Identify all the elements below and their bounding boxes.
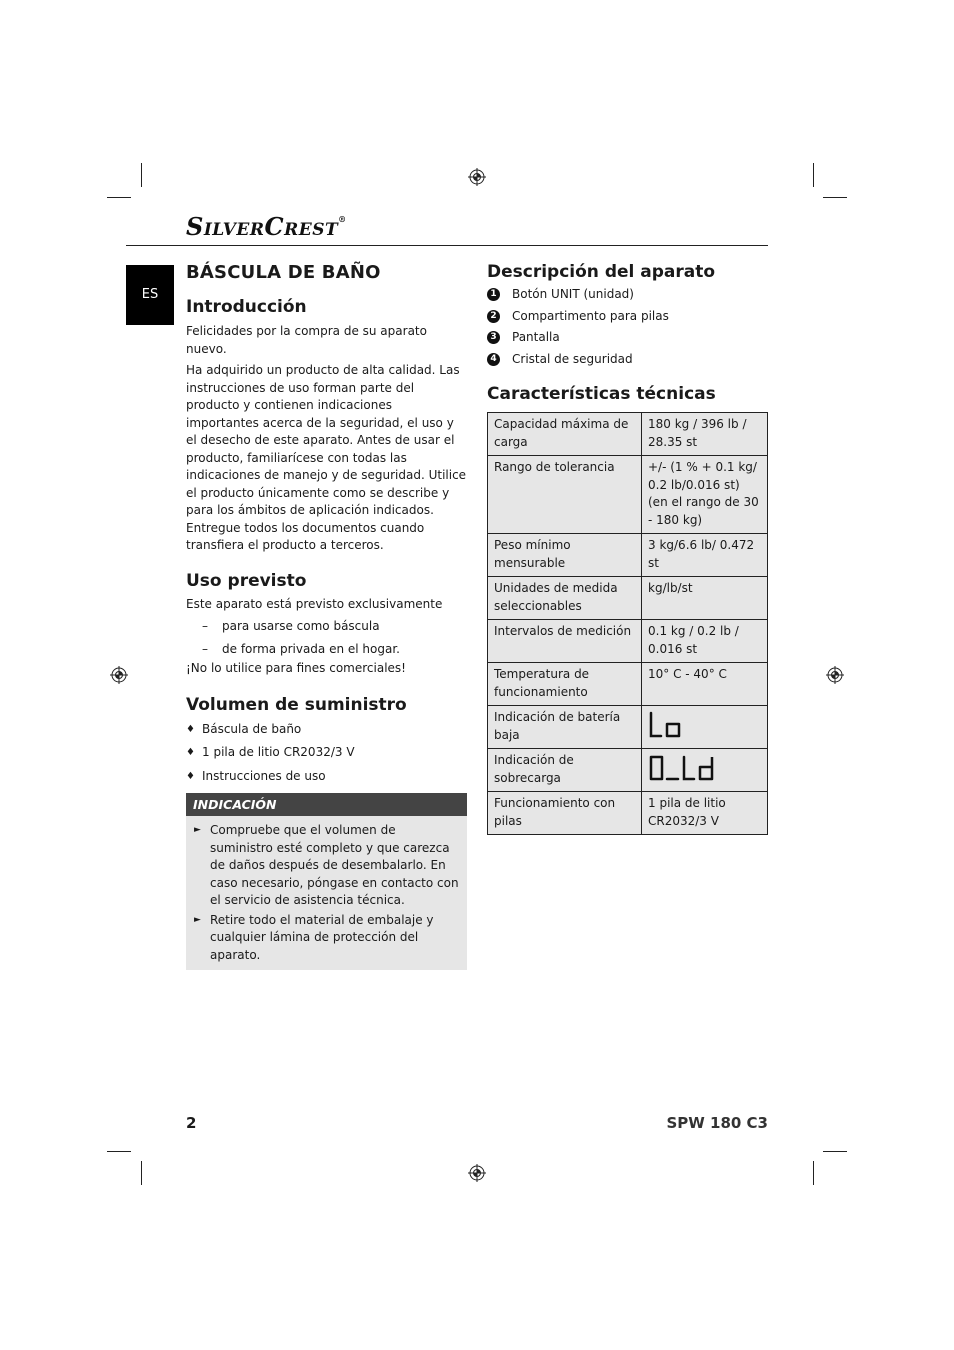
table-row: Temperatura de funcionamiento 10° C - 40° C: [488, 663, 768, 706]
crop-mark: [823, 1151, 847, 1152]
lcd-cell: [642, 706, 768, 749]
scope-heading: Volumen de suministro: [186, 694, 407, 715]
right-column: [487, 262, 768, 835]
scope-list: [186, 721, 468, 786]
registration-mark-icon: [468, 168, 486, 186]
crop-mark: [813, 1161, 814, 1185]
table-row: Indicación de batería baja: [488, 706, 768, 749]
intro-paragraph: Ha adquirido un producto de alta calidad. Las instrucciones de uso forman parte del producto y contienen indicaciones importantes acerca de la seguridad, el uso y el desecho de este aparato. Antes de usar el producto, familiarícese con todas las indicaciones de manejo y de seguridad. Utilice el producto únicamente como se describe y para los ámbitos de aplicación indicados. Entregue todos los documentos cuando transfiera el producto a terceros.: [186, 363, 467, 552]
list-item: 3 Pantalla: [487, 329, 768, 347]
tech-heading: Características técnicas: [487, 384, 716, 404]
language-tab: ES: [126, 265, 174, 325]
left-column: [186, 262, 468, 970]
header-rule: [126, 245, 768, 246]
crop-mark: [823, 197, 847, 198]
note-item: ► Compruebe que el volumen de suministro esté completo y que carezca de daños después de desembalarlo. En caso necesario, póngase en contacto con el servicio de asistencia técnica.: [192, 822, 461, 910]
tech-table: [487, 412, 768, 835]
main-title: BÁSCULA DE BAÑO: [186, 262, 381, 283]
lcd-old-icon: [648, 752, 718, 784]
lcd-cell: [642, 749, 768, 792]
crop-mark: [107, 197, 131, 198]
model-number: SPW 180 C3: [666, 1114, 768, 1132]
list-item: 1 Botón UNIT (unidad): [487, 286, 768, 304]
table-row: Indicación de sobrecarga: [488, 749, 768, 792]
description-list: [487, 286, 768, 368]
list-item: 4 Cristal de seguridad: [487, 351, 768, 369]
list-item: ♦ Báscula de baño: [186, 721, 468, 739]
list-item: 2 Compartimento para pilas: [487, 308, 768, 326]
registration-mark-icon: [826, 666, 844, 684]
brand-logo: SILVERCREST®: [186, 212, 347, 241]
note-box: [186, 793, 467, 970]
intended-use-warning: ¡No lo utilice para fines comerciales!: [186, 661, 406, 675]
table-row: Intervalos de medición 0.1 kg / 0.2 lb / 0.016 st: [488, 620, 768, 663]
intended-use-list: [186, 618, 468, 658]
number-badge: 4: [487, 353, 500, 366]
table-row: Peso mínimo mensurable 3 kg/6.6 lb/ 0.472 st: [488, 534, 768, 577]
number-badge: 1: [487, 288, 500, 301]
table-row: Unidades de medida seleccionables kg/lb/st: [488, 577, 768, 620]
number-badge: 2: [487, 310, 500, 323]
note-heading: INDICACIÓN: [186, 793, 467, 816]
number-badge: 3: [487, 331, 500, 344]
table-row: Funcionamiento con pilas 1 pila de litio CR2032/3 V: [488, 792, 768, 835]
intended-use-heading: Uso previsto: [186, 570, 307, 591]
list-item: – de forma privada en el hogar.: [186, 641, 468, 659]
page-number: 2: [186, 1114, 197, 1132]
crop-mark: [107, 1151, 131, 1152]
description-heading: Descripción del aparato: [487, 262, 716, 282]
intended-use-paragraph: Este aparato está previsto exclusivamente: [186, 596, 443, 611]
table-row: Rango de tolerancia +/- (1 % + 0.1 kg/ 0.2 lb/0.016 st) (en el rango de 30 - 180 kg): [488, 456, 768, 534]
registration-mark-icon: [110, 666, 128, 684]
list-item: – para usarse como báscula: [186, 618, 468, 636]
list-item: ♦ 1 pila de litio CR2032/3 V: [186, 744, 468, 762]
intro-paragraph: Felicidades por la compra de su aparato nuevo.: [186, 324, 427, 356]
registration-mark-icon: [468, 1164, 486, 1182]
note-item: ► Retire todo el material de embalaje y cualquier lámina de protección del aparato.: [192, 912, 461, 965]
crop-mark: [141, 1161, 142, 1185]
table-row: Capacidad máxima de carga 180 kg / 396 lb / 28.35 st: [488, 413, 768, 456]
list-item: ♦ Instrucciones de uso: [186, 768, 468, 786]
crop-mark: [813, 163, 814, 187]
note-list: [186, 816, 467, 970]
crop-mark: [141, 163, 142, 187]
lcd-lo-icon: [648, 709, 688, 741]
intro-heading: Introducción: [186, 297, 307, 317]
